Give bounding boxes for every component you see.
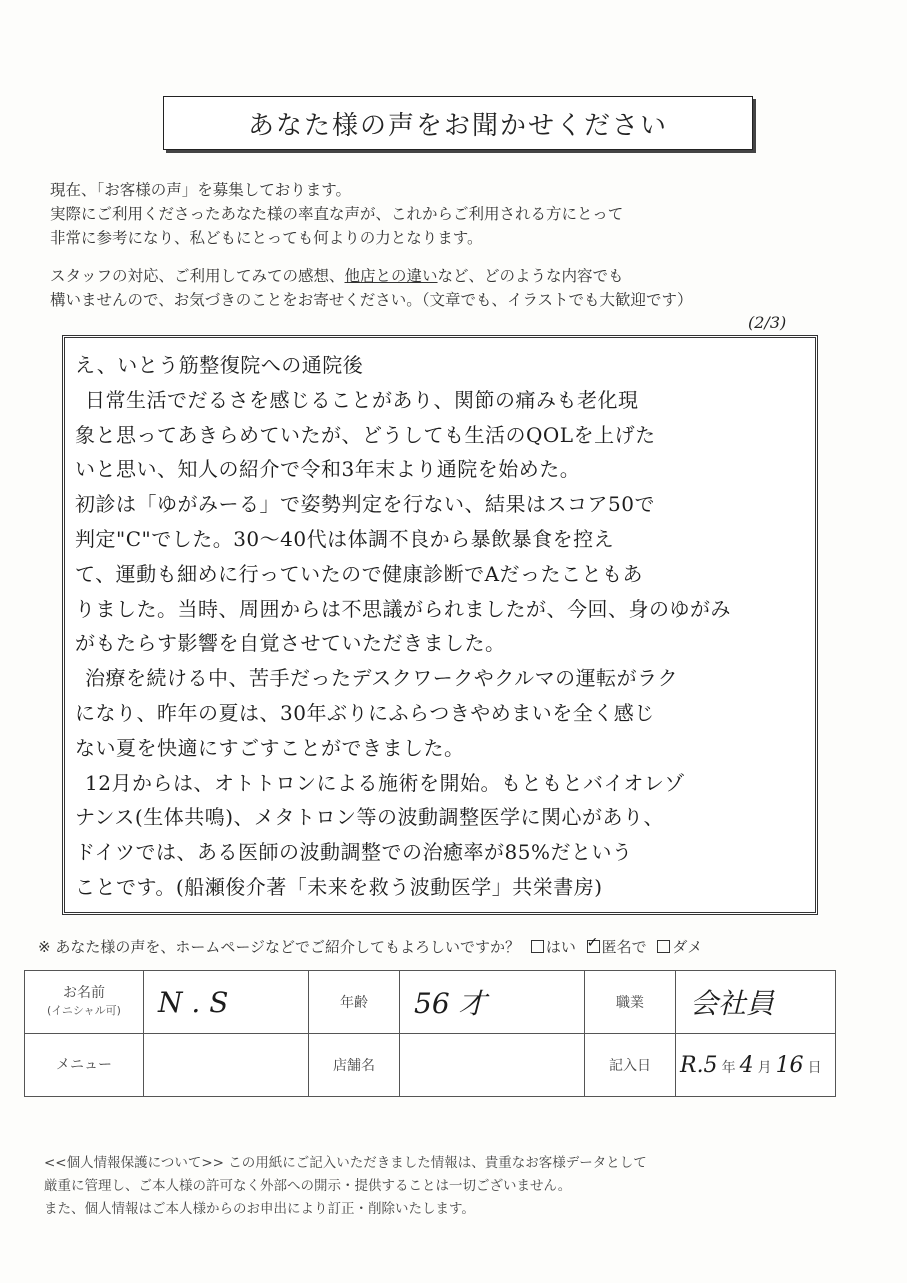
store-label: 店舗名 bbox=[309, 1034, 400, 1097]
checkbox-yes[interactable] bbox=[531, 940, 544, 953]
info-table bbox=[24, 970, 836, 1097]
intro-line: 非常に参考になり、私どもにとっても何よりの力となります。 bbox=[50, 229, 483, 247]
handwritten-line: ことです。(船瀬俊介著「未来を救う波動医学」共栄書房) bbox=[75, 874, 603, 899]
privacy-line: <<個人情報保護について>> この用紙にご記入いただきました情報は、貴重なお客様データとして bbox=[44, 1155, 647, 1171]
privacy-line: また、個人情報はご本人様からのお申出により訂正・削除いたします。 bbox=[44, 1201, 475, 1217]
intro-line: 実際にご利用くださったあなた様の率直な声が、これからご利用される方にとって bbox=[50, 205, 624, 223]
date-day: 16 bbox=[775, 1052, 804, 1078]
permission-question bbox=[38, 936, 702, 957]
intro-text bbox=[50, 178, 870, 312]
handwritten-line: 12月からは、オトトロンによる施術を開始。もともとバイオレゾ bbox=[85, 770, 685, 795]
handwritten-line: ナンス(生体共鳴)、メタトロン等の波動調整医学に関心があり、 bbox=[75, 805, 665, 830]
handwritten-line: て、運動も細めに行っていたので健康診断でAだったこともあ bbox=[75, 561, 644, 586]
date-field[interactable] bbox=[676, 1034, 836, 1097]
intro-fragment: など、どのような内容でも bbox=[437, 267, 624, 285]
name-field[interactable]: N . S bbox=[144, 971, 309, 1034]
title-box bbox=[163, 96, 753, 150]
handwritten-line: になり、昨年の夏は、30年ぶりにふらつきやめまいを全く感じ bbox=[75, 700, 655, 725]
handwritten-line: 初診は「ゆがみーる」で姿勢判定を行ない、結果はスコア50で bbox=[75, 492, 655, 517]
privacy-notice bbox=[44, 1152, 864, 1221]
voice-box bbox=[62, 335, 818, 915]
intro-line: 現在、「お客様の声」を募集しております。 bbox=[50, 181, 352, 199]
name-label-cell bbox=[25, 971, 144, 1034]
name-sublabel: (イニシャル可) bbox=[47, 1004, 121, 1017]
date-year-unit: 年 bbox=[721, 1059, 736, 1076]
intro-line: 構いませんので、お気づきのことをお寄せください。（文章でも、イラストでも大歓迎です） bbox=[50, 291, 693, 309]
page-title: あなた様の声をお聞かせください bbox=[247, 110, 668, 141]
intro-fragment: スタッフの対応、ご利用してみての感想、 bbox=[50, 267, 345, 285]
menu-label: メニュー bbox=[25, 1034, 144, 1097]
date-month-unit: 月 bbox=[757, 1059, 772, 1076]
store-field[interactable] bbox=[400, 1034, 585, 1097]
date-month: 4 bbox=[739, 1052, 754, 1078]
privacy-line: 厳重に管理し、ご本人様の許可なく外部への開示・提供することは一切ございません。 bbox=[44, 1178, 572, 1194]
checkbox-no[interactable] bbox=[657, 940, 670, 953]
menu-field[interactable] bbox=[144, 1034, 309, 1097]
handwritten-line: いと思い、知人の紹介で令和3年末より通院を始めた。 bbox=[75, 457, 581, 482]
handwritten-line: 判定"C"でした。30～40代は体調不良から暴飲暴食を控え bbox=[75, 526, 615, 551]
handwritten-line: 治療を続ける中、苦手だったデスクワークやクルマの運転がラク bbox=[85, 666, 679, 691]
handwritten-line: 日常生活でだるさを感じることがあり、関節の痛みも老化現 bbox=[85, 387, 639, 412]
intro-line bbox=[50, 264, 870, 288]
checkbox-anonymous[interactable] bbox=[587, 940, 600, 953]
name-label: お名前 bbox=[63, 985, 105, 1001]
handwritten-line: ドイツでは、ある医師の波動調整での治癒率が85%だという bbox=[75, 840, 633, 865]
age-label: 年齢 bbox=[309, 971, 400, 1034]
date-label: 記入日 bbox=[585, 1034, 676, 1097]
job-field[interactable]: 会社員 bbox=[676, 971, 836, 1034]
info-row-2 bbox=[25, 1034, 836, 1097]
permission-text: ※ あなた様の声を、ホームページなどでご紹介してもよろしいですか？ bbox=[38, 938, 521, 956]
job-label: 職業 bbox=[585, 971, 676, 1034]
date-era: R.5 bbox=[680, 1052, 718, 1078]
handwritten-line: りました。当時、周囲からは不思議がられましたが、今回、身のゆがみ bbox=[75, 596, 731, 621]
handwritten-line: 象と思ってあきらめていたが、どうしても生活のQOLを上げた bbox=[75, 422, 656, 447]
date-day-unit: 日 bbox=[807, 1059, 822, 1076]
handwritten-line: がもたらす影響を自覚させていただきました。 bbox=[75, 631, 506, 656]
info-row-1 bbox=[25, 971, 836, 1034]
option-label-no: ダメ bbox=[672, 938, 703, 956]
age-field[interactable]: 56 才 bbox=[400, 971, 585, 1034]
intro-underlined: 他店との違い bbox=[344, 267, 438, 285]
handwritten-line: ない夏を快適にすごすことができました。 bbox=[75, 735, 465, 760]
page-number: (2/3) bbox=[748, 313, 787, 332]
option-label-anonymous: 匿名で bbox=[601, 938, 647, 956]
handwritten-line: え、いとう筋整復院への通院後 bbox=[75, 353, 364, 377]
option-label-yes: はい bbox=[545, 938, 576, 956]
handwritten-text bbox=[75, 348, 807, 905]
